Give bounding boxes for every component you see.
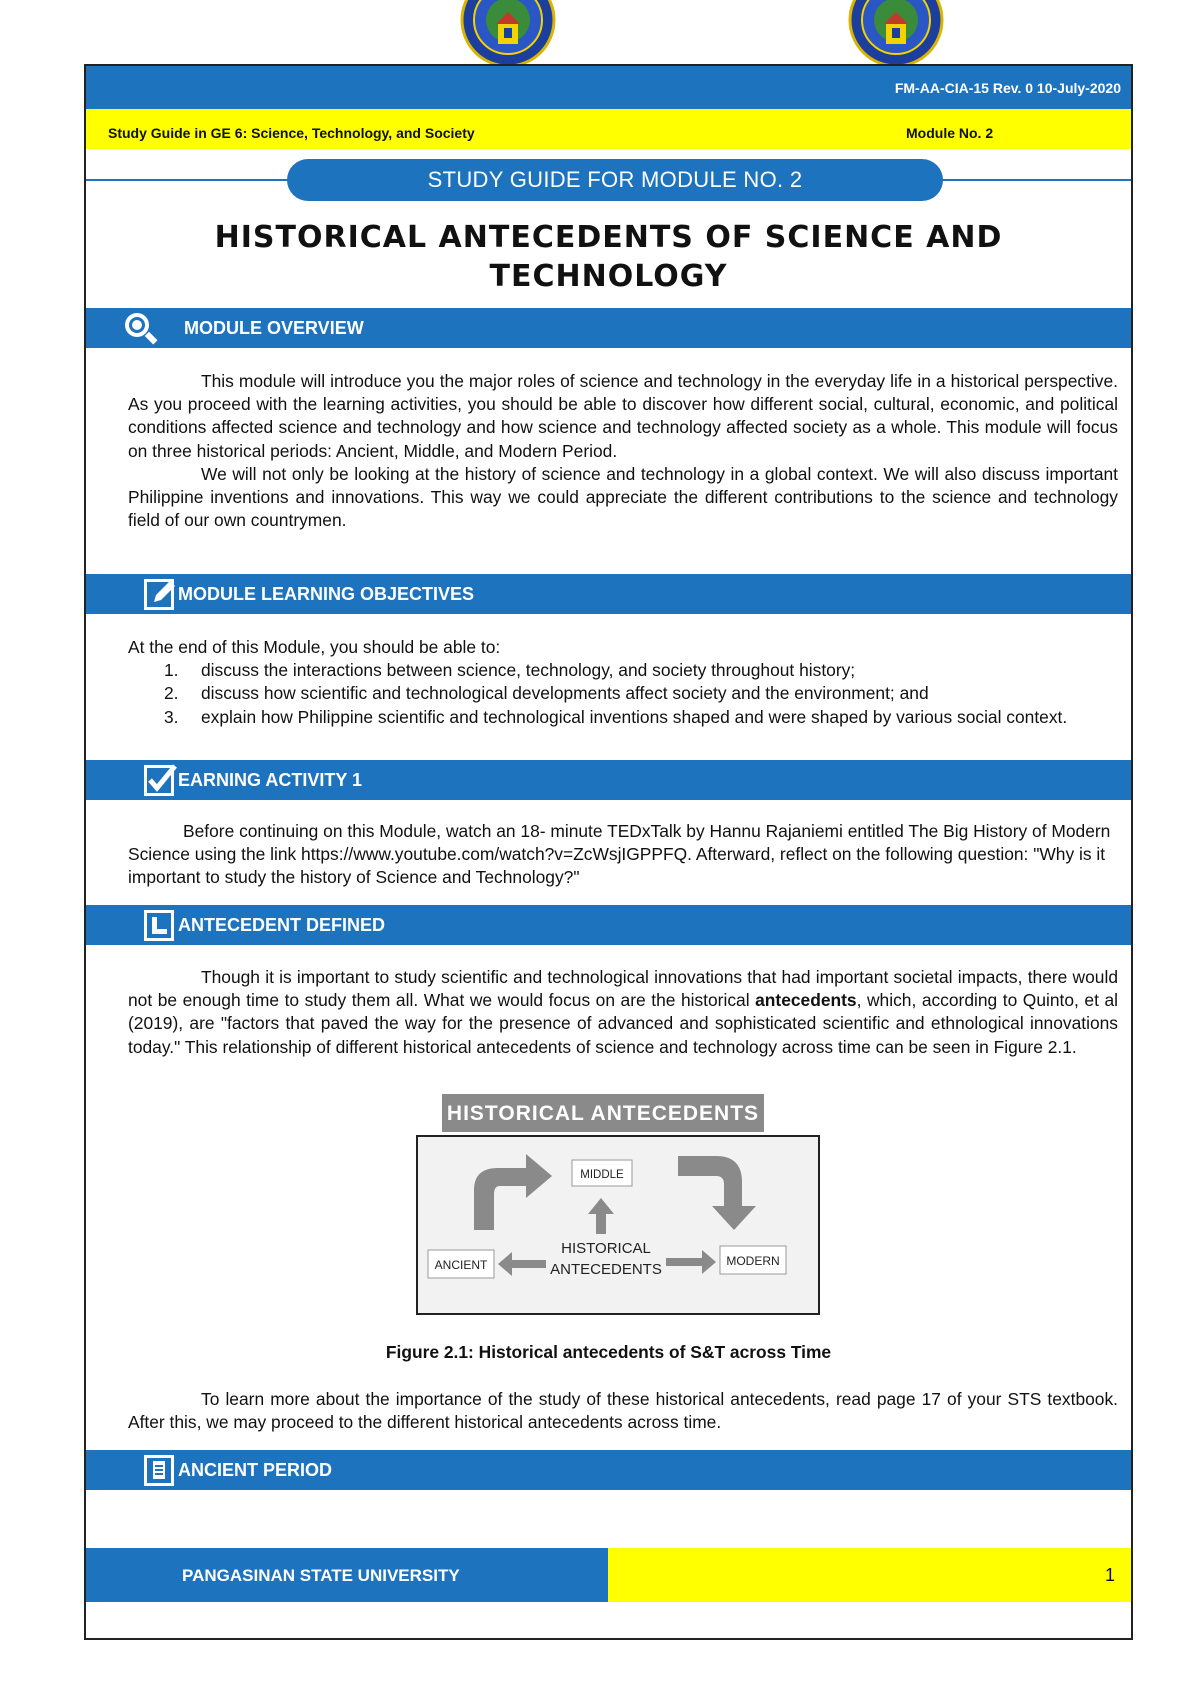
page-title-line-1: HISTORICAL ANTECEDENTS OF SCIENCE AND	[214, 220, 1003, 255]
antecedent-paragraph: Though it is important to study scientific and technological innovations that had important societal impacts, there would not be enough time to study them all. What we would focus on are the historical antecedents, which, according to Quinto, et al (2019), are "factors that paved the way for the presence of advanced and sophisticated scientific and ethnological innovations today." This relationship of different historical antecedents of science and technology across time can be seen in Figure 2.1.	[128, 967, 1118, 1057]
section-learning-objectives	[86, 574, 1131, 614]
footer-university-band	[86, 1548, 608, 1602]
overview-paragraph-1: This module will introduce you the major roles of science and technology in the everyday life in a historical perspective. As you proceed with the learning activities, you should be able to discover how different social, cultural, economic, and political conditions affected science and technology and how science and technology affected society as a whole. This module will focus on three historical periods: Ancient, Middle, and Modern Period.	[128, 371, 1118, 461]
notepad-icon	[142, 1452, 178, 1488]
pencil-note-icon	[142, 576, 178, 612]
objectives-list	[128, 659, 1118, 729]
university-seal-right	[848, 0, 944, 68]
section-label-objectives: MODULE LEARNING OBJECTIVES	[178, 584, 475, 604]
study-guide-banner: STUDY GUIDE FOR MODULE NO. 2	[287, 159, 943, 201]
objective-item: 1. discuss the interactions between science, technology, and society throughout history;	[164, 660, 856, 681]
page-title-line-2: TECHNOLOGY	[489, 259, 728, 294]
checkbox-icon	[142, 762, 178, 798]
section-learning-activity	[86, 760, 1131, 800]
figure-title: HISTORICAL ANTECEDENTS	[446, 1102, 760, 1125]
antecedent-text	[128, 966, 1118, 1059]
objectives-intro: At the end of this Module, you should be able to:	[128, 637, 501, 657]
figure-label-modern: MODERN	[726, 1254, 780, 1268]
figure-center-line-2: ANTECEDENTS	[550, 1261, 662, 1278]
activity-text: Before continuing on this Module, watch an 18- minute TEDxTalk by Hannu Rajaniemi entitled The Big History of Modern Science using the link https://www.youtube.com/watch?v=ZcWsjIGPPFQ. Afterward, reflect on the following question: "Why is it important to study the history of Science and Technology?"	[128, 821, 1111, 888]
overview-paragraph-2: We will not only be looking at the history of science and technology in a global context. We will also discuss important Philippine inventions and innovations. This way we could appreciate the different contributions to the science and technology field of our own countrymen.	[128, 463, 1118, 531]
antecedent-after-text	[128, 1388, 1118, 1434]
antecedents-term: antecedents	[755, 990, 857, 1011]
footer-university-name: PANGASINAN STATE UNIVERSITY	[182, 1566, 460, 1585]
page-number: 1	[1104, 1565, 1115, 1585]
figure-center-line-1: HISTORICAL	[561, 1240, 651, 1257]
section-label-ancient: ANCIENT PERIOD	[178, 1460, 333, 1480]
figure-caption: Figure 2.1: Historical antecedents of S&T across Time	[385, 1342, 832, 1362]
section-label-antecedent: ANTECEDENT DEFINED	[178, 915, 386, 935]
historical-antecedents-figure	[416, 1090, 840, 1318]
university-seal-left	[460, 0, 556, 68]
magnifier-icon	[122, 310, 158, 346]
section-module-overview	[86, 308, 1131, 348]
objective-item: 3. explain how Philippine scientific and technological inventions shaped and were shaped by various social context.	[164, 706, 1068, 727]
form-code: FM-AA-CIA-15 Rev. 0 10-July-2020	[894, 80, 1121, 96]
objective-item: 2. discuss how scientific and technological developments affect society and the environment; and	[164, 683, 929, 704]
document-icon	[142, 907, 178, 943]
section-label-activity: EARNING ACTIVITY 1	[178, 770, 363, 790]
figure-label-middle: MIDDLE	[580, 1169, 624, 1181]
course-title: Study Guide in GE 6: Science, Technology, and Society	[108, 125, 475, 141]
antecedent-after-paragraph: To learn more about the importance of the study of these historical antecedents, read page 17 of your STS textbook. After this, we may proceed to the different historical antecedents across time.	[128, 1389, 1118, 1433]
section-antecedent-defined	[86, 905, 1131, 945]
module-number: Module No. 2	[906, 125, 994, 141]
page-title	[86, 218, 1131, 296]
header-blue-band	[86, 66, 1131, 109]
page-frame	[84, 64, 1133, 1640]
objectives-text	[128, 636, 1118, 729]
section-label-overview: MODULE OVERVIEW	[184, 318, 364, 338]
section-ancient-period	[86, 1450, 1131, 1490]
header-yellow-band	[86, 109, 1131, 149]
overview-text	[128, 370, 1118, 532]
footer-page-band	[608, 1548, 1131, 1602]
figure-label-ancient: ANCIENT	[434, 1258, 488, 1272]
